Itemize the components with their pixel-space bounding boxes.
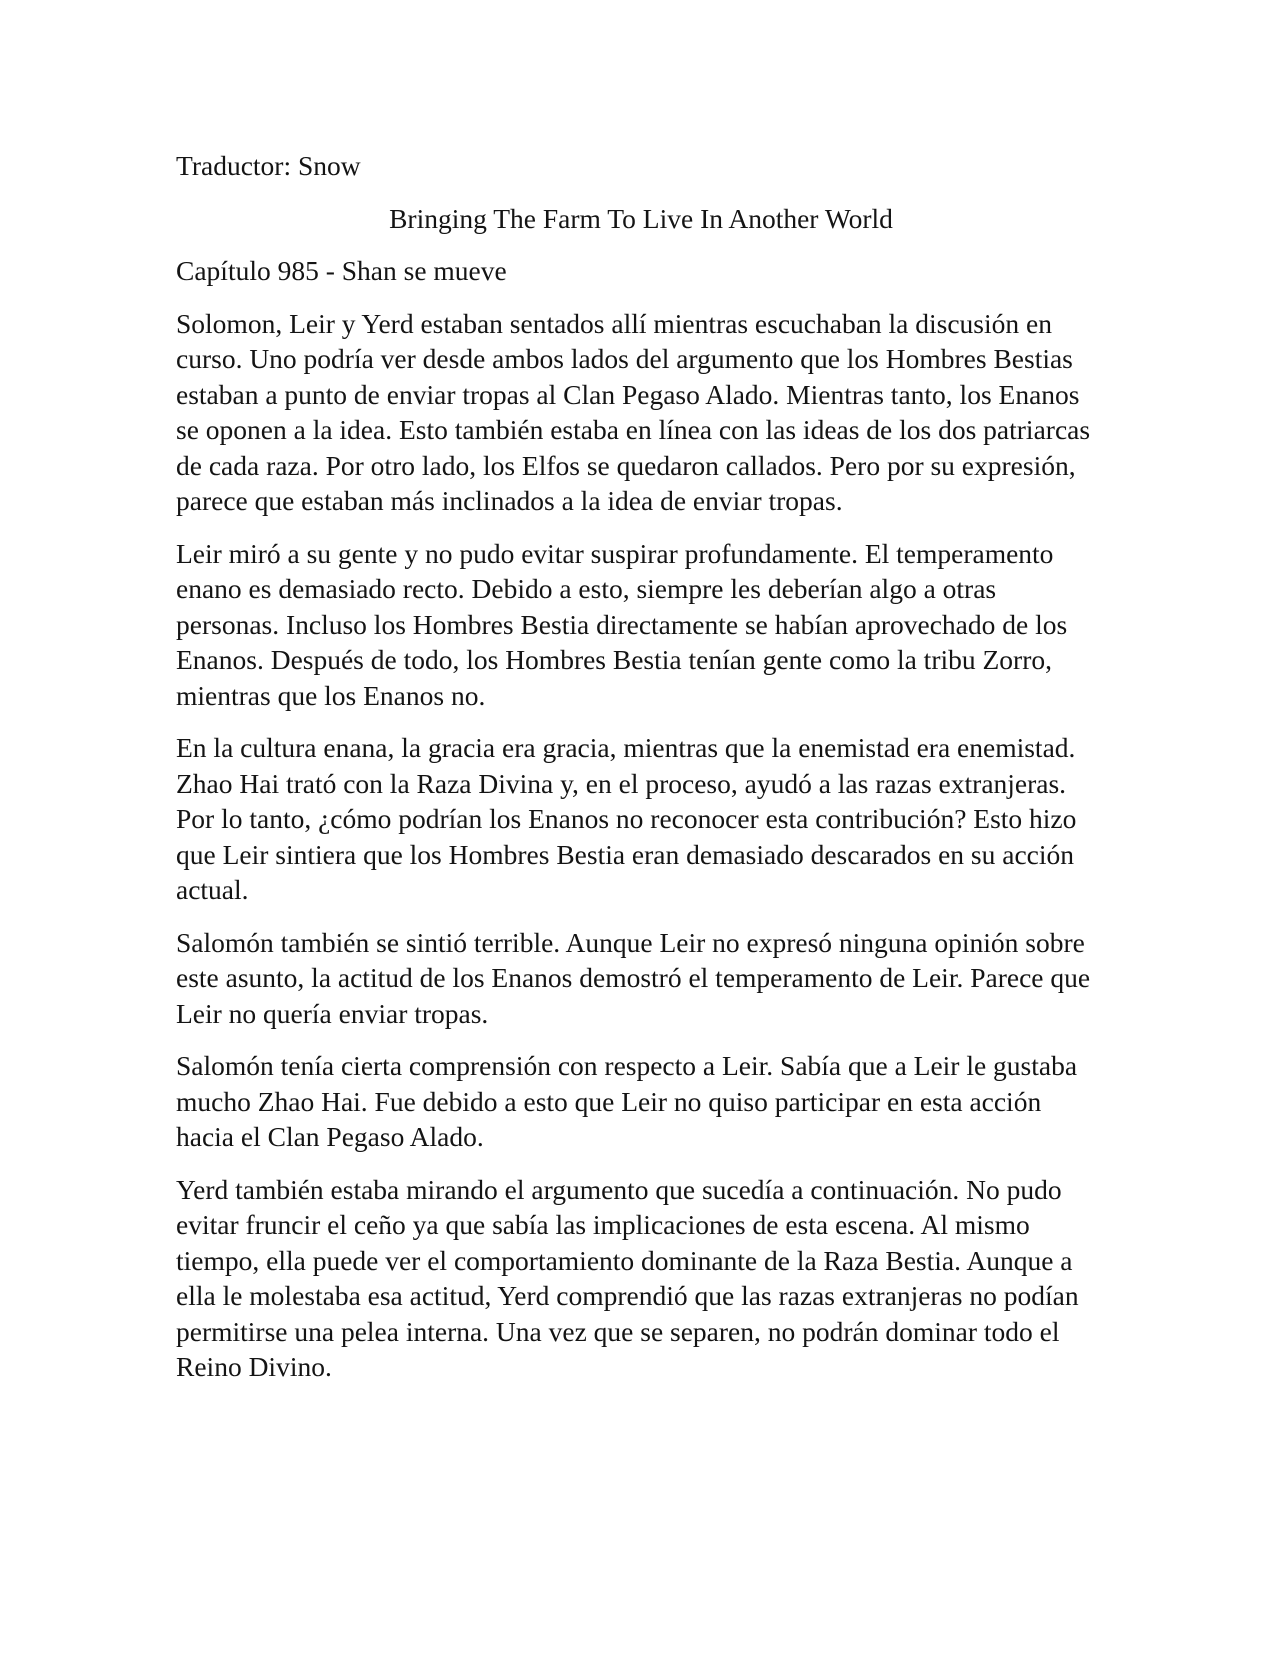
- paragraph: Salomón tenía cierta comprensión con respecto a Leir. Sabía que a Leir le gustaba mucho Zhao Hai. Fue debido a esto que Leir no quiso participar en esta acción hacia el Clan Pegaso Alado.: [176, 1050, 1078, 1152]
- document-body: [176, 148, 1106, 1402]
- paragraph: Leir miró a su gente y no pudo evitar suspirar profundamente. El temperamento enano es demasiado recto. Debido a esto, siempre les deberían algo a otras personas. Incluso los Hombres Bestia directamente se habían aprovechado de los Enanos. Después de todo, los Hombres Bestia tenían gente como la tribu Zorro, mientras que los Enanos no.: [176, 537, 1068, 711]
- paragraph: Yerd también estaba mirando el argumento que sucedía a continuación. No pudo evitar fruncir el ceño ya que sabía las implicaciones de esta escena. Al mismo tiempo, ella puede ver el comportamiento dominante de la Raza Bestia. Aunque a ella le molestaba esa actitud, Yerd comprendió que las razas extranjeras no podían permitirse una pelea interna. Una vez que se separen, no podrán dominar todo el Reino Divino.: [176, 1173, 1079, 1382]
- paragraph: En la cultura enana, la gracia era gracia, mientras que la enemistad era enemistad. Zhao Hai trató con la Raza Divina y, en el proceso, ayudó a las razas extranjeras. Por lo tanto, ¿cómo podrían los Enanos no reconocer esta contribución? Esto hizo que Leir sintiera que los Hombres Bestia eran demasiado descarados en su acción actual.: [176, 732, 1077, 905]
- paragraph: Solomon, Leir y Yerd estaban sentados allí mientras escuchaban la discusión en curso. Uno podría ver desde ambos lados del argumento que los Hombres Bestias estaban a punto de enviar tropas al Clan Pegaso Alado. Mientras tanto, los Enanos se oponen a la idea. Esto también estaba en línea con las ideas de los dos patriarcas de cada raza. Por otro lado, los Elfos se quedaron callados. Pero por su expresión, parece que estaban más inclinados a la idea de enviar tropas.: [176, 307, 1091, 516]
- translator-credit: Traductor: Snow: [176, 150, 361, 181]
- paragraph: Salomón también se sintió terrible. Aunque Leir no expresó ninguna opinión sobre este asunto, la actitud de los Enanos demostró el temperamento de Leir. Parece que Leir no quería enviar tropas.: [176, 926, 1091, 1029]
- chapter-heading: Capítulo 985 - Shan se mueve: [176, 255, 507, 286]
- book-title: Bringing The Farm To Live In Another World: [389, 202, 893, 234]
